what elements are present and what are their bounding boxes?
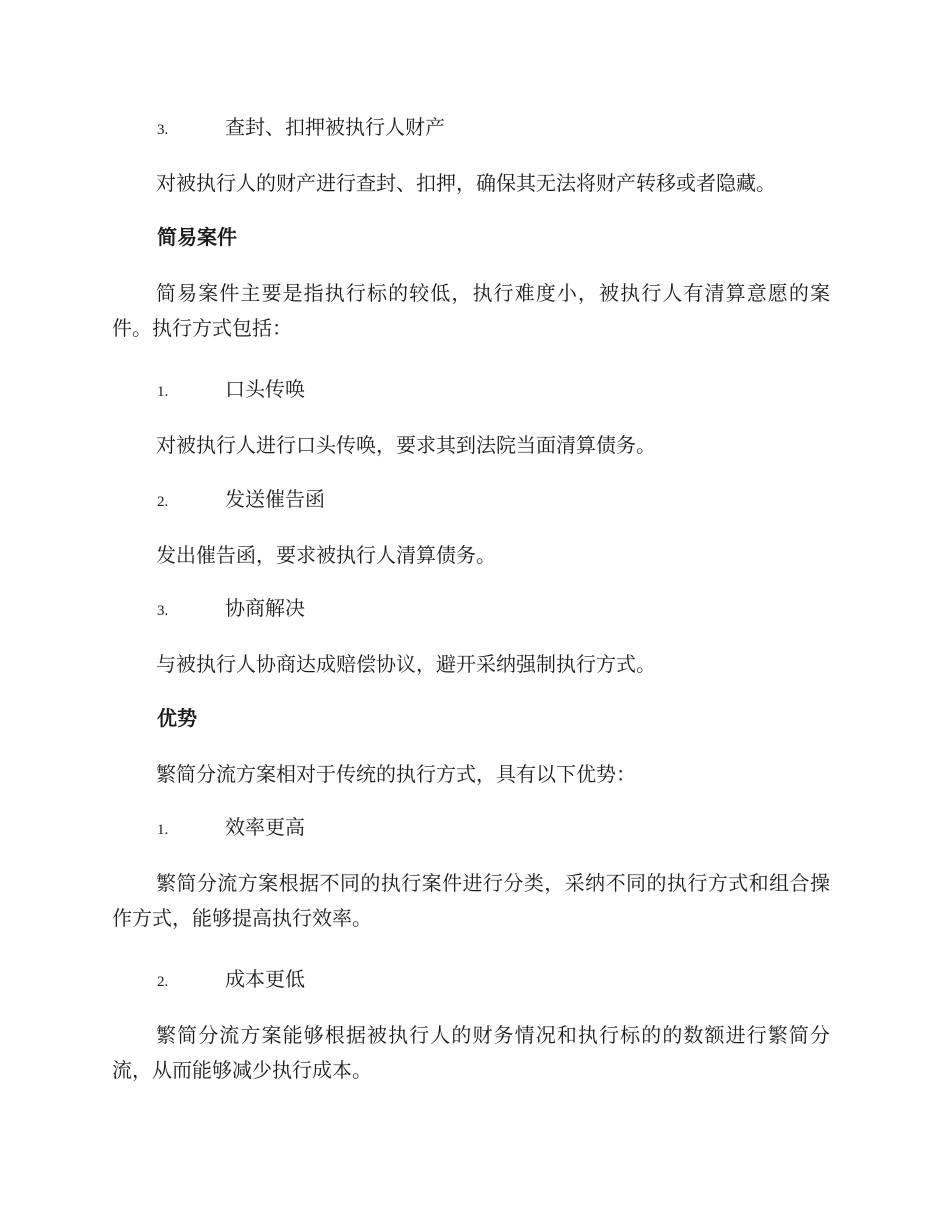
list-label: 协商解决 [225,596,305,620]
list-label: 发送催告函 [225,487,325,511]
list-label: 口头传唤 [225,377,305,401]
list-number: 1. [157,822,169,838]
list-number: 2. [157,494,169,510]
list-item-send-notice [157,485,325,513]
list-number: 3. [157,122,169,138]
list-number: 3. [157,603,169,619]
list-item-seize-property [157,113,445,141]
section-heading-advantages: 优势 [157,706,197,730]
paragraph-advantages-intro: 繁简分流方案相对于传统的执行方式，具有以下优势： [156,762,636,786]
list-item-higher-efficiency [157,813,305,841]
paragraph-lower-cost: 繁简分流方案能够根据被执行人的财务情况和执行标的的数额进行繁简分流，从而能够减少执行成本。 [112,1023,830,1082]
list-item-lower-cost [157,965,305,993]
paragraph-higher-efficiency: 繁简分流方案根据不同的执行案件进行分类，采纳不同的执行方式和组合操作方式，能够提高执行效率。 [112,871,830,930]
list-label: 查封、扣押被执行人财产 [225,115,445,139]
section-heading-simple-cases: 简易案件 [157,225,237,249]
list-label: 成本更低 [225,967,305,991]
list-label: 效率更高 [225,815,305,839]
paragraph-seize-description: 对被执行人的财产进行查封、扣押，确保其无法将财产转移或者隐藏。 [156,171,776,195]
paragraph-send-notice: 发出催告函，要求被执行人清算债务。 [156,543,496,567]
list-number: 1. [157,384,169,400]
list-item-negotiate [157,594,305,622]
paragraph-oral-summons: 对被执行人进行口头传唤，要求其到法院当面清算债务。 [156,433,656,457]
list-item-oral-summons [157,375,305,403]
paragraph-simple-cases-intro: 简易案件主要是指执行标的较低，执行难度小，被执行人有清算意愿的案件。执行方式包括： [112,281,830,340]
paragraph-negotiate: 与被执行人协商达成赔偿协议，避开采纳强制执行方式。 [156,652,656,676]
list-number: 2. [157,974,169,990]
